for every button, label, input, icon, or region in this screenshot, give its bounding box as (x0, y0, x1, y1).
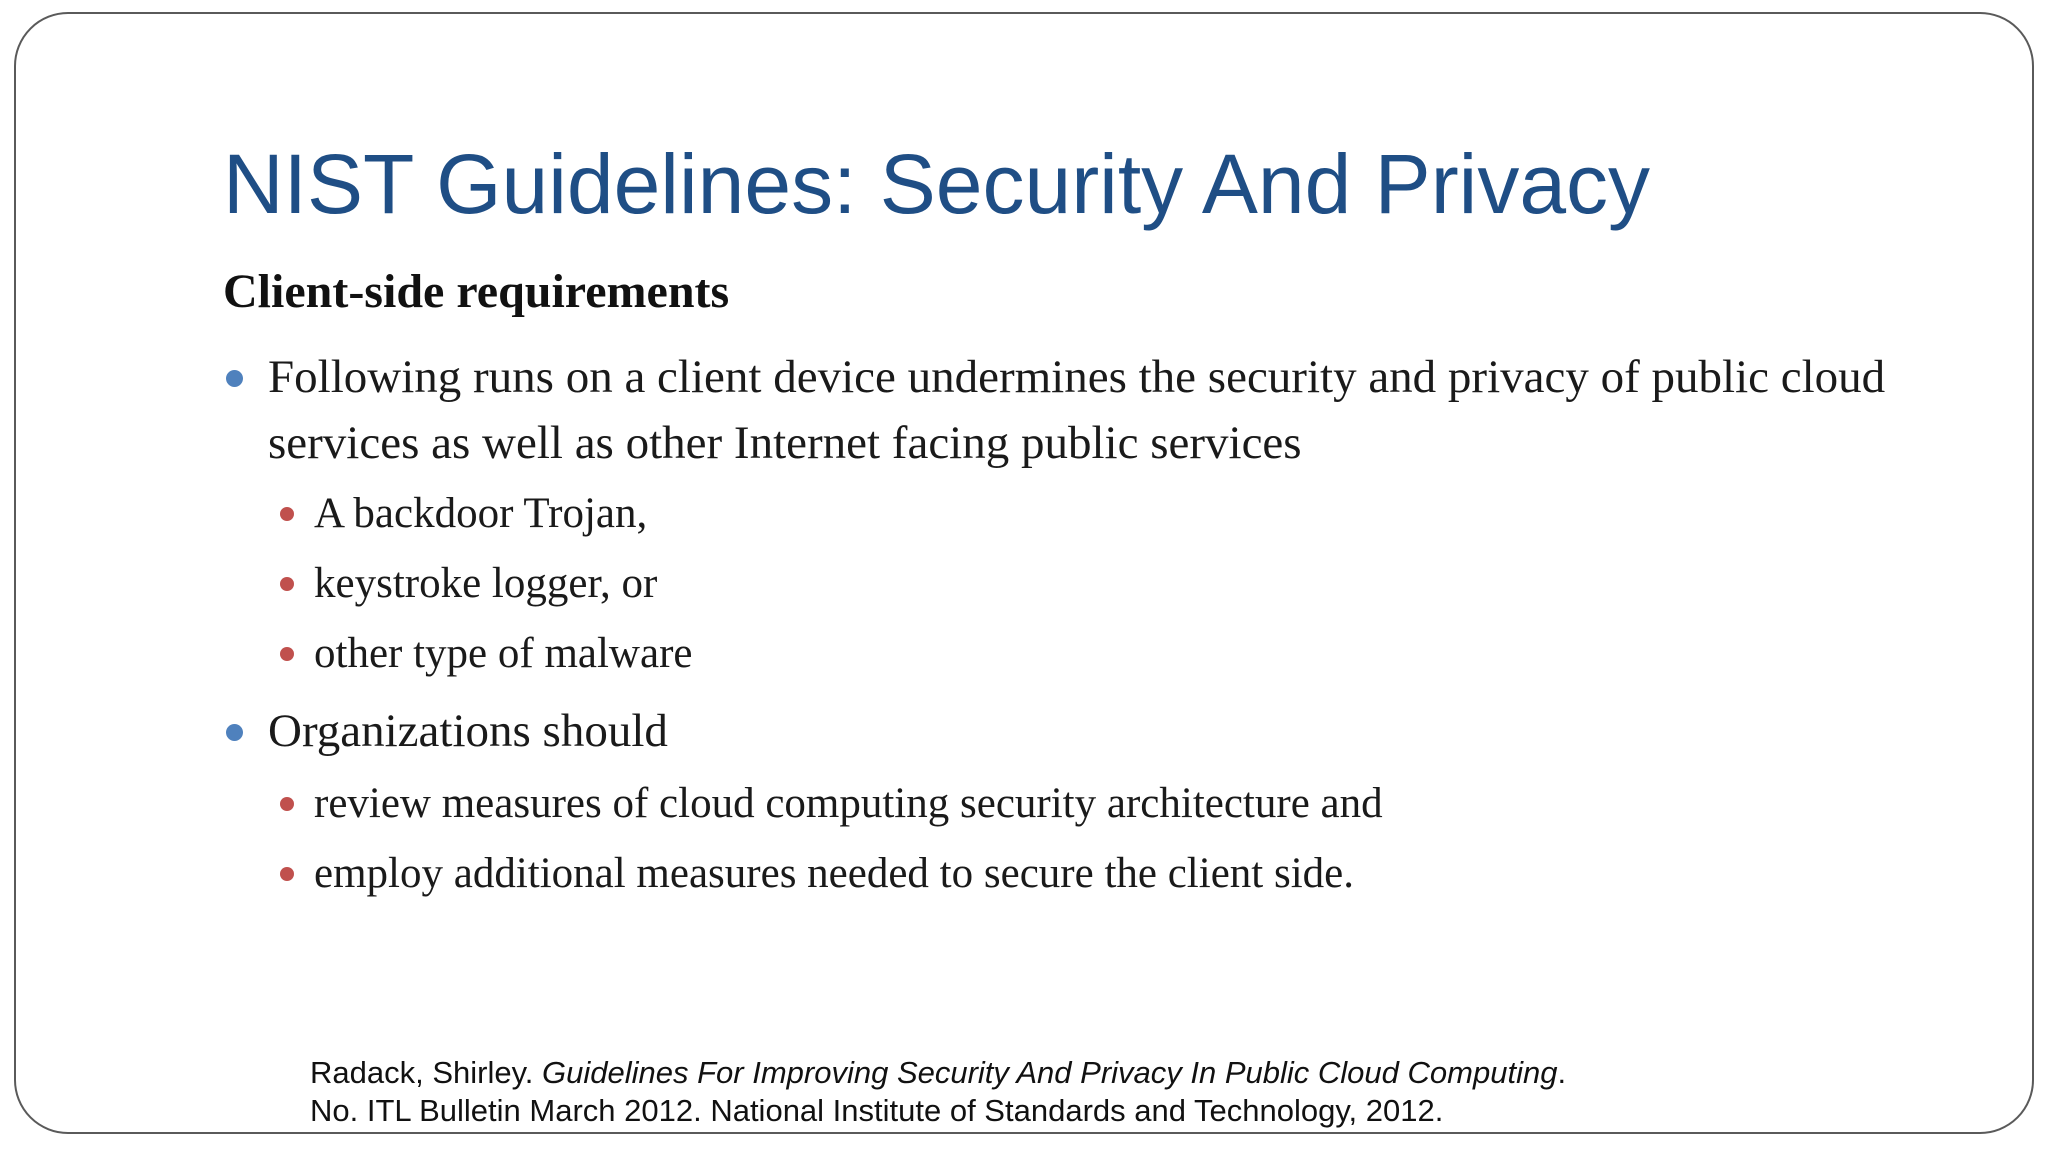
sub-bullet-item (314, 774, 1383, 834)
sub-bullet-item (314, 624, 692, 684)
slide-title: NIST Guidelines: Security And Privacy (223, 137, 1651, 231)
sub-bullet-dot-icon (280, 797, 294, 811)
sub-bullet-text: other type of malware (314, 630, 693, 677)
bullet-text: Organizations should (268, 705, 668, 757)
sub-bullet-item (314, 844, 1354, 904)
citation-line-2: No. ITL Bulletin March 2012. National Institute of Standards and Technology, 2012. (310, 1093, 1444, 1128)
citation (310, 1054, 1566, 1130)
slide-subtitle: Client-side requirements (223, 265, 730, 318)
sub-bullet-dot-icon (280, 577, 294, 591)
citation-period: . (1557, 1055, 1567, 1090)
sub-bullet-dot-icon (280, 647, 294, 661)
sub-bullet-dot-icon (280, 507, 294, 521)
sub-bullet-item (314, 554, 657, 614)
bullet-dot-icon (226, 370, 243, 387)
sub-bullet-dot-icon (280, 867, 294, 881)
citation-title: Guidelines For Improving Security And Privacy In Public Cloud Computing (542, 1055, 1558, 1090)
bullet-item (268, 698, 668, 764)
bullet-item (268, 344, 1908, 476)
sub-bullet-text: A backdoor Trojan, (314, 490, 648, 537)
sub-bullet-text: keystroke logger, or (314, 560, 658, 607)
slide (14, 12, 2034, 1134)
sub-bullet-item (314, 484, 647, 544)
sub-bullet-text: review measures of cloud computing security architecture and (314, 780, 1383, 827)
citation-line-1 (310, 1054, 1566, 1092)
bullet-text: Following runs on a client device undermines the security and privacy of public cloud services as well as other Internet facing public services (268, 351, 1886, 469)
citation-author: Radack, Shirley. (310, 1055, 543, 1090)
sub-bullet-text: employ additional measures needed to secure the client side. (314, 850, 1354, 897)
bullet-dot-icon (226, 724, 243, 741)
